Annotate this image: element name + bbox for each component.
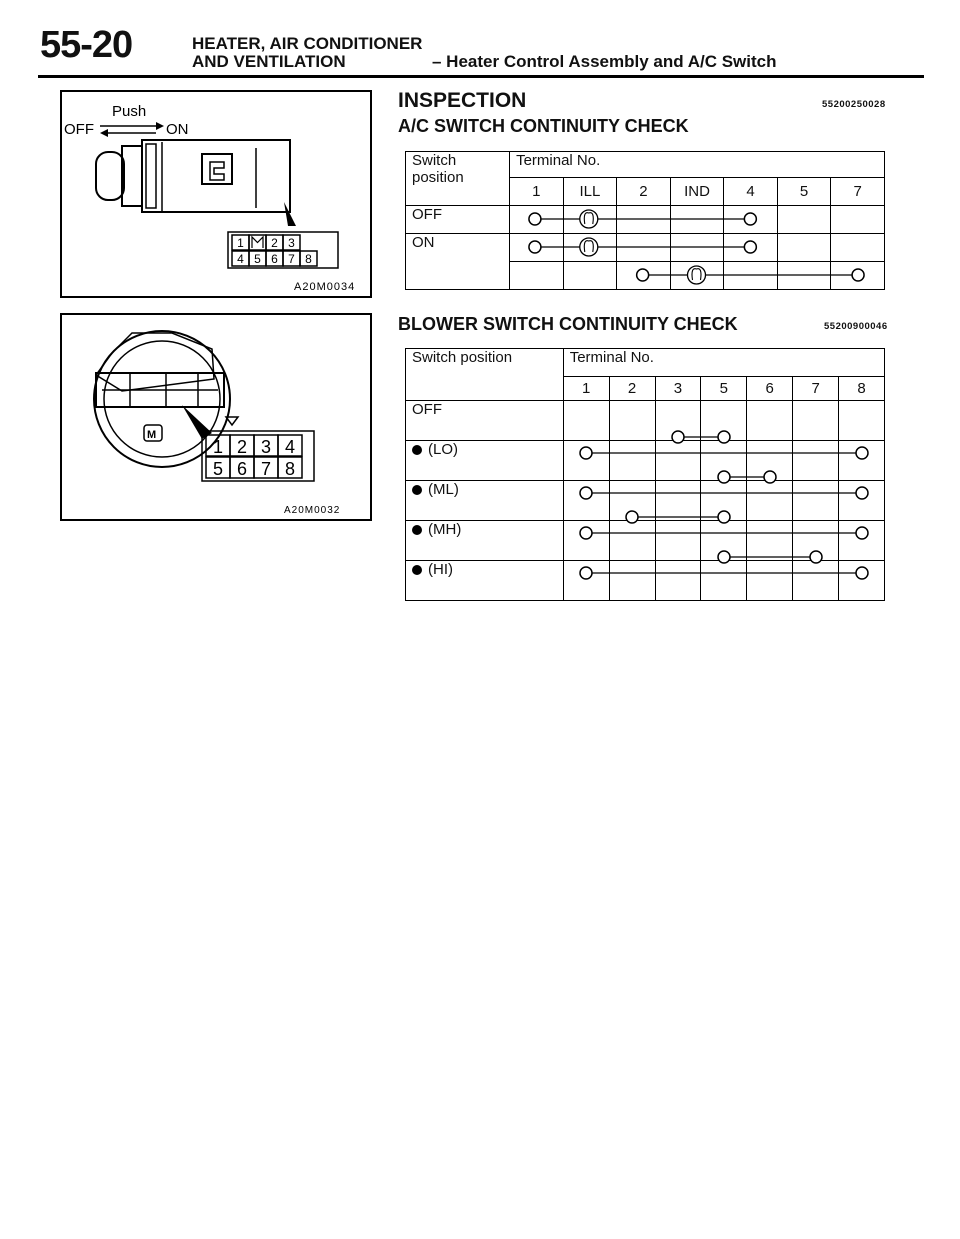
off-label: OFF xyxy=(64,121,94,138)
blower-position-label: (MH) xyxy=(428,521,462,538)
inspection-title: INSPECTION xyxy=(398,89,527,112)
blower-terminal-circle xyxy=(856,527,868,539)
blower-terminal-circle xyxy=(856,487,868,499)
fig2-terminal-label: 2 xyxy=(236,437,248,457)
push-label: Push xyxy=(112,103,147,120)
ac-terminal-circle xyxy=(744,241,756,253)
fig2-terminal-label: 8 xyxy=(284,459,296,479)
on-label: ON xyxy=(166,121,189,138)
ac-terminal-circle xyxy=(637,269,649,281)
page-number: 55-20 xyxy=(40,24,133,66)
ac-column-header: 2 xyxy=(617,178,671,206)
blower-terminal-circle xyxy=(672,431,684,443)
topic-title: – Heater Control Assembly and A/C Switch xyxy=(432,52,777,71)
motor-badge: M xyxy=(147,429,157,441)
blower-terminal-circle xyxy=(580,447,592,459)
blower-position-label: (HI) xyxy=(428,561,453,578)
ac-column-header: 5 xyxy=(777,178,831,206)
blower-column-header: 6 xyxy=(747,377,793,401)
blower-check-title: BLOWER SWITCH CONTINUITY CHECK xyxy=(398,314,738,334)
ac-column-header: 4 xyxy=(724,178,778,206)
ac-header-terminal: Terminal No. xyxy=(510,152,885,178)
blower-terminal-circle xyxy=(718,551,730,563)
blower-check-code: 55200900046 xyxy=(824,321,888,332)
fig1-terminal-blank-mark xyxy=(252,237,263,248)
section-title-line2: AND VENTILATION xyxy=(192,52,346,71)
fig2-terminal-label: 7 xyxy=(260,459,272,479)
section-title-line1: HEATER, AIR CONDITIONER xyxy=(192,34,423,53)
ac-continuity-overlay xyxy=(405,151,885,291)
ac-header-switch-line2: position xyxy=(412,169,464,186)
ac-column-header: ILL xyxy=(563,178,617,206)
blower-switch-drawing xyxy=(62,315,370,519)
ac-position-label: OFF xyxy=(412,206,442,223)
blower-position-label: (LO) xyxy=(428,441,458,458)
blower-column-header: 7 xyxy=(793,377,839,401)
figure2-code: A20M0032 xyxy=(284,505,341,516)
blower-column-header: 8 xyxy=(839,377,885,401)
blower-column-header: 2 xyxy=(609,377,655,401)
blower-terminal-circle xyxy=(856,567,868,579)
fig1-terminal-label: 4 xyxy=(237,252,244,266)
blower-header-switch: Switch position xyxy=(406,349,564,401)
fig2-terminal-label: 6 xyxy=(236,459,248,479)
ac-position-label: ON xyxy=(412,234,435,251)
blower-header-terminal: Terminal No. xyxy=(563,349,884,377)
blower-terminal-circle xyxy=(810,551,822,563)
blower-switch-connector xyxy=(202,431,314,481)
ac-switch-drawing xyxy=(62,92,370,296)
fig2-terminal-label: 5 xyxy=(212,459,224,479)
fig1-terminal-label: 1 xyxy=(237,236,244,250)
blower-column-header: 5 xyxy=(701,377,747,401)
ac-column-header: IND xyxy=(670,178,724,206)
blower-continuity-overlay xyxy=(405,348,885,598)
ac-column-header: 1 xyxy=(510,178,564,206)
ac-terminal-circle xyxy=(852,269,864,281)
blower-position-label: (ML) xyxy=(428,481,459,498)
blower-switch-figure xyxy=(60,313,372,521)
blower-column-header: 3 xyxy=(655,377,701,401)
blower-terminal-circle xyxy=(856,447,868,459)
ac-check-title: A/C SWITCH CONTINUITY CHECK xyxy=(398,116,689,136)
blower-position-label: OFF xyxy=(412,401,442,418)
ac-terminal-circle xyxy=(529,213,541,225)
blower-column-header: 1 xyxy=(563,377,609,401)
blower-terminal-circle xyxy=(626,511,638,523)
header-rule xyxy=(38,75,924,78)
fig1-terminal-label: 6 xyxy=(271,252,278,266)
fig2-terminal-label: 4 xyxy=(284,437,296,457)
ac-terminal-circle xyxy=(744,213,756,225)
ac-switch-connector xyxy=(228,232,338,268)
ac-terminal-circle xyxy=(529,241,541,253)
blower-terminal-circle xyxy=(718,471,730,483)
blower-terminal-circle xyxy=(580,487,592,499)
fig2-terminal-label: 3 xyxy=(260,437,272,457)
inspection-code: 55200250028 xyxy=(822,99,886,110)
blower-terminal-circle xyxy=(718,511,730,523)
fig1-terminal-label: 3 xyxy=(288,236,295,250)
blower-terminal-circle xyxy=(580,527,592,539)
blower-terminal-circle xyxy=(764,471,776,483)
fig1-terminal-label: 2 xyxy=(271,236,278,250)
fig2-terminal-label: 1 xyxy=(212,437,224,457)
blower-terminal-circle xyxy=(718,431,730,443)
blower-terminal-circle xyxy=(580,567,592,579)
ac-header-switch-line1: Switch xyxy=(412,152,457,169)
fig1-terminal-label: 5 xyxy=(254,252,261,266)
ac-switch-figure xyxy=(60,90,372,298)
figure1-code: A20M0034 xyxy=(294,281,356,293)
fig1-terminal-label: 7 xyxy=(288,252,295,266)
ac-column-header: 7 xyxy=(831,178,885,206)
fig1-terminal-label: 8 xyxy=(305,252,312,266)
